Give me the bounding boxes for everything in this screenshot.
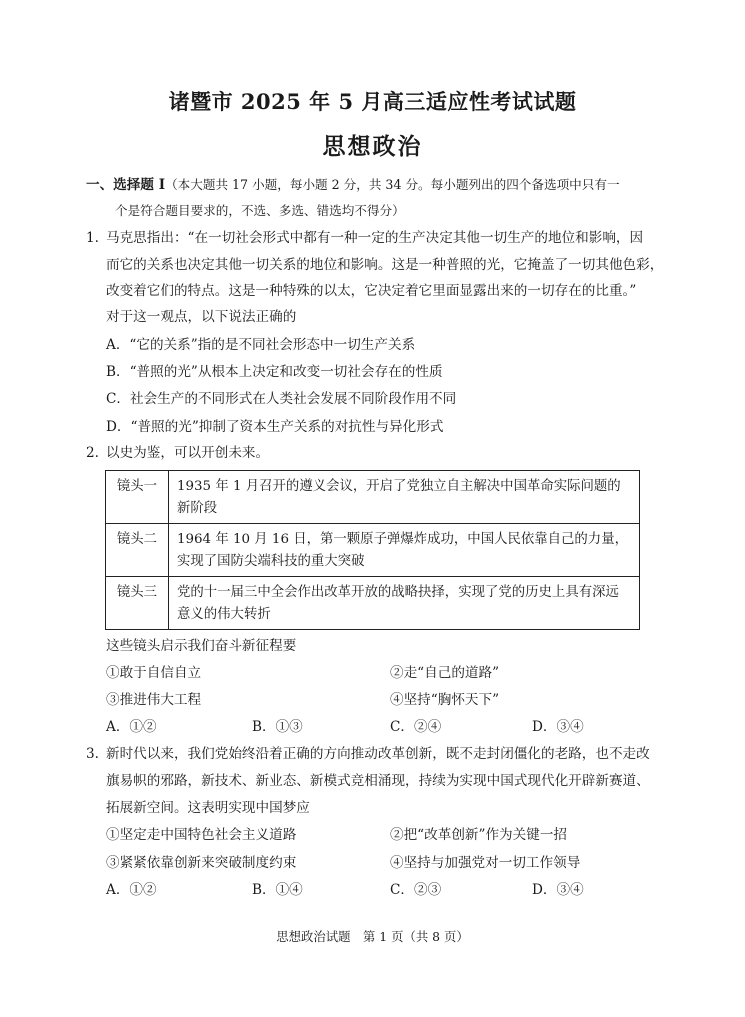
q3-line3: 拓展新空间。这表明实现中国梦应 [106,800,310,816]
exam-title: 诸暨市 2025 年 5 月高三适应性考试试题 [168,89,577,114]
subject-title: 思想政治 [322,133,423,160]
q3-choice-d: D．③④ [532,882,584,898]
table-row-text-line1: 1964 年 10 月 16 日，第一颗原子弹爆炸成功，中国人民依靠自己的力量， [177,532,628,547]
table-row-text-line2: 实现了国防尖端科技的重大突破 [177,554,365,569]
table-row-label: 镜头一 [106,471,169,524]
table-row-text-line2: 新阶段 [177,501,218,516]
table-row-content [169,577,640,630]
section-instruction-line1: （本大题共 17 小题，每小题 2 分，共 34 分。每小题列出的四个备选项中只有一 [165,177,620,192]
q2-item-2: ②走“自己的道路” [390,665,500,681]
q3-choice-a: A．①② [106,882,157,898]
q1-option-c: C．社会生产的不同形式在人类社会发展不同阶段作用不同 [106,391,457,407]
q1-option-a: A．“它的关系”指的是不同社会形态中一切生产关系 [106,337,416,353]
table-row-text-line2: 意义的伟大转折 [177,607,271,622]
q3-item-4: ④坚持与加强党对一切工作领导 [390,855,581,871]
section-heading-row [86,176,620,194]
q2-choice-b: B．①③ [252,719,303,735]
q2-stem: 以史为鉴，可以开创未来。 [106,445,270,461]
q2-number: 2. [86,445,99,461]
q1-number: 1. [86,230,99,246]
q3-item-3: ③紧紧依靠创新来突破制度约束 [106,855,297,871]
q1-line4: 对于这一观点，以下说法正确的 [106,309,297,325]
page-footer: 思想政治试题 第 1 页（共 8 页） [276,929,469,944]
q2-item-1: ①敢于自信自立 [106,665,202,681]
section-instruction-line2: 个是符合题目要求的，不选、多选、错选均不得分） [115,203,405,218]
q1-line2: 而它的关系也决定其他一切关系的地位和影响。这是一种普照的光，它掩盖了一切其他色彩， [106,257,664,273]
table-row-content [169,471,640,524]
table-row-text-line1: 党的十一届三中全会作出改革开放的战略抉择，实现了党的历史上具有深远 [177,585,619,600]
q3-choice-c: C．②③ [390,882,442,898]
q2-choice-d: D．③④ [532,719,584,735]
q1-option-b: B．“普照的光”从根本上决定和改变一切社会存在的性质 [106,364,443,380]
q2-choice-a: A．①② [106,719,157,735]
table-row-label: 镜头三 [106,577,169,630]
q2-prompt: 这些镜头启示我们奋斗新征程要 [106,638,297,654]
q3-line2: 旗易帜的邪路，新技术、新业态、新模式竞相涌现，持续为实现中国式现代化开辟新赛道、 [106,773,650,789]
q3-number: 3. [86,746,99,762]
section-heading: 一、选择题 I [86,177,166,193]
q3-item-1: ①坚定走中国特色社会主义道路 [106,827,297,843]
q2-choice-c: C．②④ [390,719,442,735]
table-row-label: 镜头二 [106,524,169,577]
table-row-text-line1: 1935 年 1 月召开的遵义会议，开启了党独立自主解决中国革命实际问题的 [177,479,621,494]
table-row-content [169,524,640,577]
q1-line3: 改变着它们的特点。这是一种特殊的以太，它决定着它里面显露出来的一切存在的比重。” [106,283,637,299]
q2-history-table [105,470,640,630]
table-row [106,471,640,524]
q1-line1: 马克思指出：“在一切社会形式中都有一种一定的生产决定其他一切生产的地位和影响，因 [106,230,644,246]
q3-choice-b: B．①④ [252,882,303,898]
q3-item-2: ②把“改革创新”作为关键一招 [390,827,568,843]
q1-option-d: D．“普照的光”抑制了资本生产关系的对抗性与异化形式 [106,419,444,435]
q3-line1: 新时代以来，我们党始终沿着正确的方向推动改革创新，既不走封闭僵化的老路，也不走改 [106,746,650,762]
table-row [106,577,640,630]
table-row [106,524,640,577]
q2-item-4: ④坚持“胸怀天下” [390,692,500,708]
q2-item-3: ③推进伟大工程 [106,692,202,708]
